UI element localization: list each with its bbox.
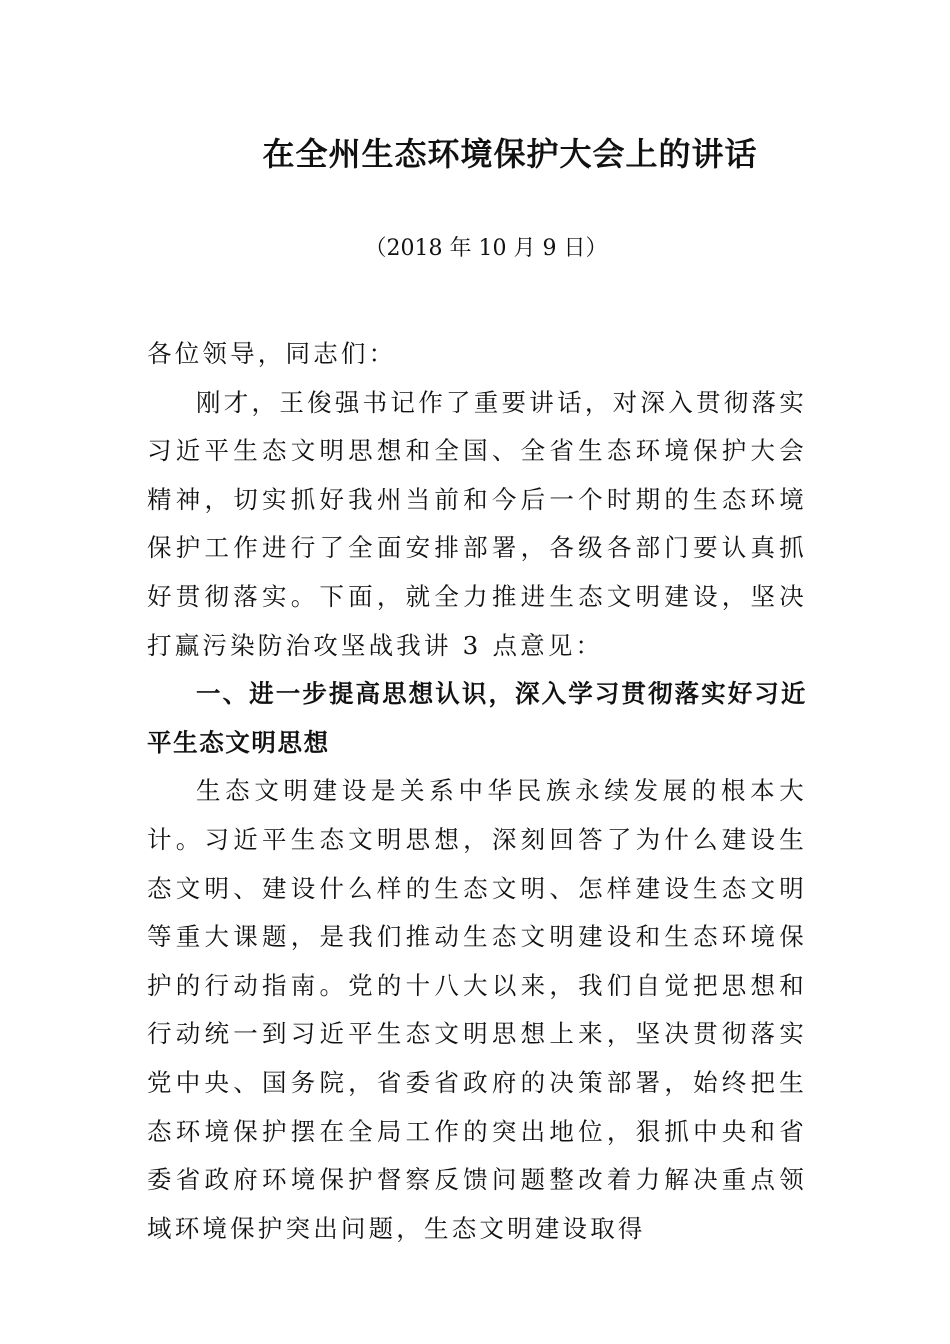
document-date: （2018 年 10 月 9 日） — [364, 236, 608, 261]
salutation: 各位领导，同志们： — [147, 339, 397, 368]
section-1-heading: 一、进一步提高思想认识，深入学习贯彻落实好习近平生态文明思想 — [147, 679, 807, 757]
document-body — [147, 330, 807, 1253]
document-title: 在全州生态环境保护大会上的讲话 — [262, 135, 758, 173]
paragraph-2: 生态文明建设是关系中华民族永续发展的根本大计。习近平生态文明思想，深刻回答了为什么建设生态文明、建设什么样的生态文明、怎样建设生态文明等重大课题，是我们推动生态文明建设和生态环境保护的行动指南。党的十八大以来，我们自觉把思想和行动统一到习近平生态文明思想上来，坚决贯彻落实党中央、国务院，省委省政府的决策部署，始终把生态环境保护摆在全局工作的突出地位，狠抓中央和省委省政府环境保护督察反馈问题整改着力解决重点领域环境保护突出问题，生态文明建设取得 — [147, 776, 807, 1243]
paragraph-1: 刚才，王俊强书记作了重要讲话，对深入贯彻落实习近平生态文明思想和全国、全省生态环境保护大会精神，切实抓好我州当前和今后一个时期的生态环境保护工作进行了全面安排部署，各级各部门要认真抓好贯彻落实。下面，就全力推进生态文明建设，坚决打赢污染防治攻坚战我讲 3 点意见： — [147, 387, 807, 660]
